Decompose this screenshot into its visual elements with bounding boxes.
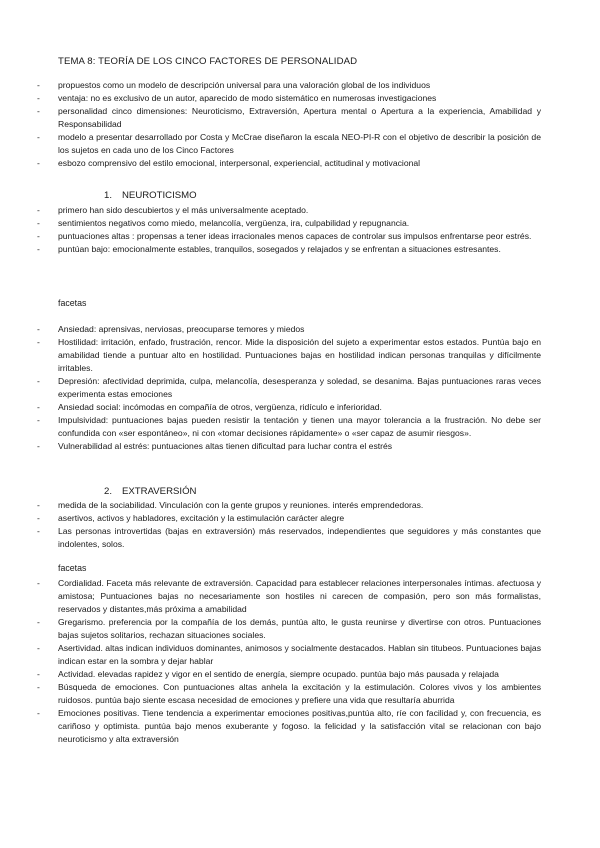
list-item: - modelo a presentar desarrollado por Costa y McCrae diseñaron la escala NEO-PI-R con el objetivo de describir la posición de los sujetos en cada uno de los Cinco Factores <box>0 131 600 157</box>
list-item: - sentimientos negativos como miedo, melancolía, vergüenza, ira, culpabilidad y repugnancia. <box>0 217 600 230</box>
extraversion-list <box>0 499 600 551</box>
section-title: EXTRAVERSIÓN <box>122 486 197 497</box>
list-item: - Ansiedad: aprensivas, nerviosas, preocuparse temores y miedos <box>0 323 600 336</box>
list-item: - puntúan bajo: emocionalmente estables, tranquilos, sosegados y relajados y se enfrentan a situaciones estresantes. <box>0 243 600 256</box>
neuroticismo-facets-list <box>0 323 600 453</box>
list-item: - Búsqueda de emociones. Con puntuaciones altas anhela la excitación y la estimulación. Colores vivos y los ambientes ruidosos. puntúa bajo siente escasa necesidad de emociones y prefiere una vida que resultaría aburrida <box>0 681 600 707</box>
list-item: - Hostilidad: irritación, enfado, frustración, rencor. Mide la disposición del sujeto a experimentar estos estados. Puntúa bajo en amabilidad tiende a puntuar alto en hostilidad. Puntuaciones bajas en hostilidad indican personas tranquilas y difícilmente irritables. <box>0 336 600 375</box>
list-item: - Depresión: afectividad deprimida, culpa, melancolía, desesperanza y soledad, se desanima. Bajas puntuaciones raras veces experimenta estas emociones <box>0 375 600 401</box>
section-number: 2. <box>104 486 113 497</box>
list-item: - Ansiedad social: incómodas en compañía de otros, vergüenza, ridículo e inferioridad. <box>0 401 600 414</box>
list-item: - Cordialidad. Faceta más relevante de extraversión. Capacidad para establecer relaciones interpersonales íntimas. afectuosa y amistosa; Puntuaciones bajas no necesariamente son hostiles ni carecen de compasión, pero son más formalistas, reservados y distantes,más próxima a amabilidad <box>0 577 600 616</box>
list-item: - Asertividad. altas indican individuos dominantes, animosos y socialmente destacados. Hablan sin titubeos. Puntuaciones bajas indican estar en la sombra y dejar hablar <box>0 642 600 668</box>
facets-label: facetas <box>58 298 87 308</box>
section-heading-neuroticismo <box>104 190 197 201</box>
list-item: - Actividad. elevadas rapidez y vigor en el sentido de energía, siempre ocupado. puntúa bajo más pausada y relajada <box>0 668 600 681</box>
list-item: - personalidad cinco dimensiones: Neuroticismo, Extraversión, Apertura mental o Apertura a la experiencia, Amabilidad y Responsabilidad <box>0 105 600 131</box>
list-item: - Impulsividad: puntuaciones bajas pueden resistir la tentación y tienen una mayor tolerancia a la frustración. No debe ser confundida con «ser espontáneo», ni con «tomar decisiones rápidamente» o «ser capaz de asumir riesgos». <box>0 414 600 440</box>
list-item: - ventaja: no es exclusivo de un autor, aparecido de modo sistemático en numerosas investigaciones <box>0 92 600 105</box>
list-item: - propuestos como un modelo de descripción universal para una valoración global de los individuos <box>0 79 600 92</box>
list-item: - Vulnerabilidad al estrés: puntuaciones altas tienen dificultad para luchar contra el estrés <box>0 440 600 453</box>
list-item: - Las personas introvertidas (bajas en extraversión) más reservados, independientes que seguidores y más constantes que indolentes, solos. <box>0 525 600 551</box>
list-item: - Gregarismo. preferencia por la compañía de los demás, puntúa alto, le gusta reunirse y divertirse con otros. Puntuaciones bajas sujetos solitarios, rechazan situaciones sociales. <box>0 616 600 642</box>
list-item: - Emociones positivas. Tiene tendencia a experimentar emociones positivas,puntúa alto, ríe con facilidad y, con frecuencia, es cariñoso y optimista. puntúa bajo menos exuberante y fogoso. la felicidad y la satisfacción vital se relacionan con bajo neuroticismo y alta extraversión <box>0 707 600 746</box>
facets-label: facetas <box>58 563 87 573</box>
section-title: NEUROTICISMO <box>122 190 197 201</box>
extraversion-facets-list <box>0 577 600 746</box>
intro-list <box>0 79 600 170</box>
list-item: - esbozo comprensivo del estilo emocional, interpersonal, experiencial, actitudinal y motivacional <box>0 157 600 170</box>
list-item: - medida de la sociabilidad. Vinculación con la gente grupos y reuniones. interés emprendedoras. <box>0 499 600 512</box>
list-item: - puntuaciones altas : propensas a tener ideas irracionales menos capaces de controlar sus impulsos enfrentarse peor estrés. <box>0 230 600 243</box>
list-item: - asertivos, activos y habladores, excitación y la estimulación carácter alegre <box>0 512 600 525</box>
section-heading-extraversion <box>104 486 196 497</box>
document-title: TEMA 8: TEORÍA DE LOS CINCO FACTORES DE PERSONALIDAD <box>58 56 358 67</box>
list-item: - primero han sido descubiertos y el más universalmente aceptado. <box>0 204 600 217</box>
section-number: 1. <box>104 190 113 201</box>
neuroticismo-list <box>0 204 600 256</box>
